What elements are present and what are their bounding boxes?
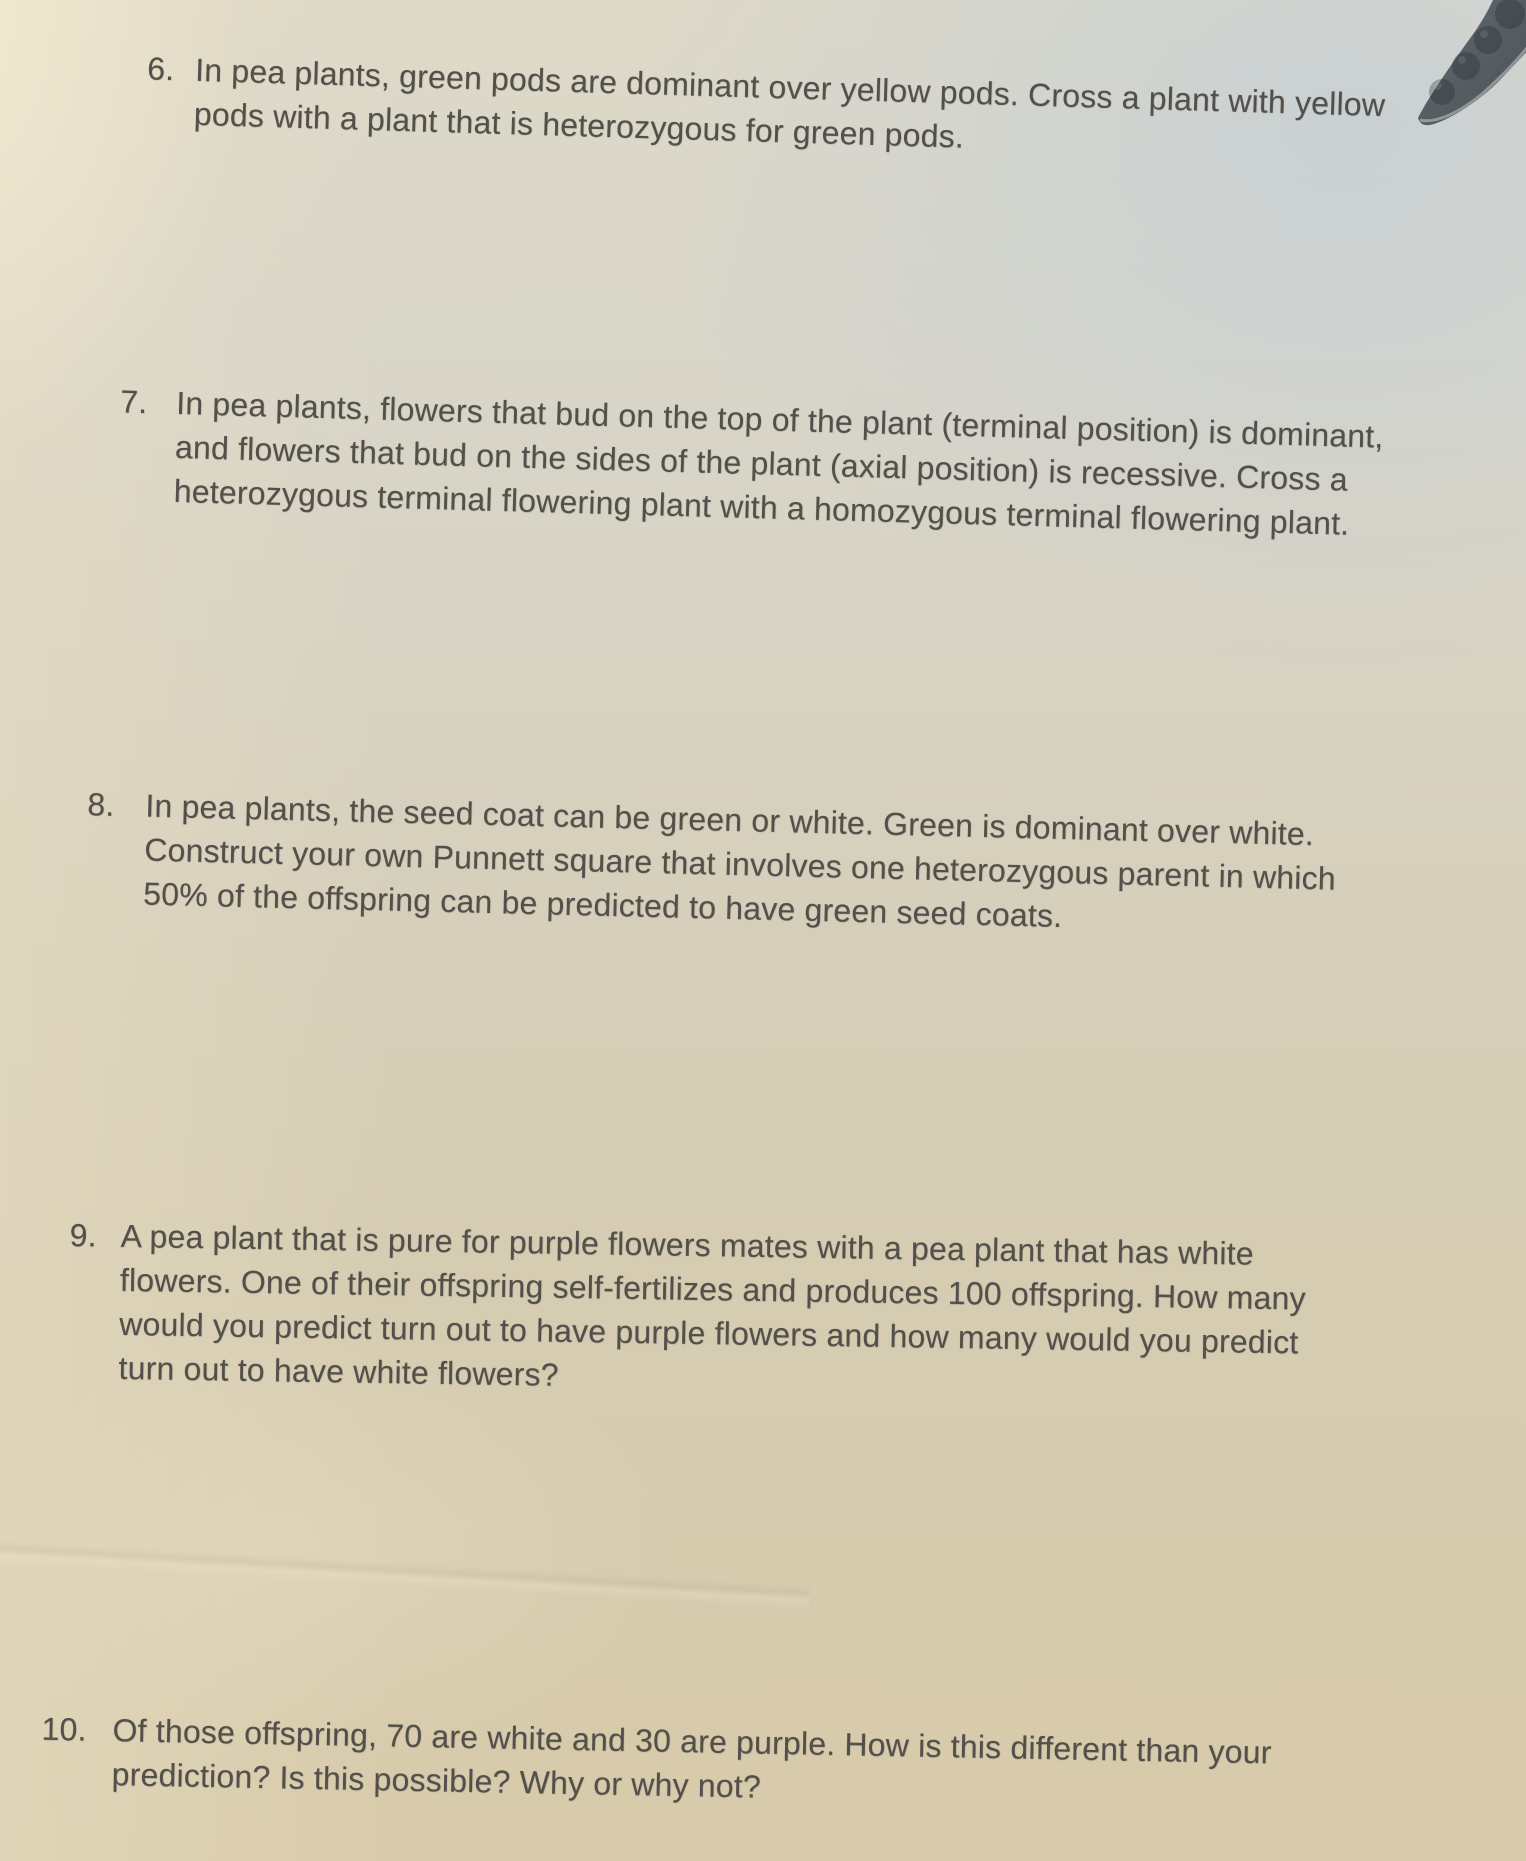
question-item xyxy=(0,1212,1526,1412)
question-text: In pea plants, green pods are dominant over yellow pods. Cross a plant with yellow pods with a plant that is heterozygous for green pods. xyxy=(193,51,1386,155)
question-item xyxy=(0,376,1525,551)
question-number: 10. xyxy=(41,1710,88,1748)
question-number: 9. xyxy=(69,1217,98,1254)
question-number: 7. xyxy=(119,383,148,421)
question-item xyxy=(0,1706,1526,1823)
question-number: 8. xyxy=(86,786,115,823)
question-item xyxy=(0,42,1525,175)
question-text: In pea plants, the seed coat can be green or white. Green is dominant over white. Construct your own Punnett square that involves one heterozygous parent in which 50% of the offspring can be predicted to have green seed coats. xyxy=(142,787,1337,934)
question-text: A pea plant that is pure for purple flowers mates with a pea plant that has white flowers. One of their offspring self-fertilizes and produces 100 offspring. How many would you predict turn out to have purple flowers and how many would you predict turn out to have white flowers? xyxy=(118,1217,1307,1393)
question-text: In pea plants, flowers that bud on the top of the plant (terminal position) is dominant, and flowers that bud on the sides of the plant (axial position) is recessive. Cross a heterozygous terminal flowering plant with a homozygous terminal flowering plant. xyxy=(173,384,1384,542)
question-text: Of those offspring, 70 are white and 30 are purple. How is this different than your prediction? Is this possible? Why or why not? xyxy=(111,1712,1272,1805)
question-item xyxy=(0,780,1526,949)
question-number: 6. xyxy=(146,50,175,88)
